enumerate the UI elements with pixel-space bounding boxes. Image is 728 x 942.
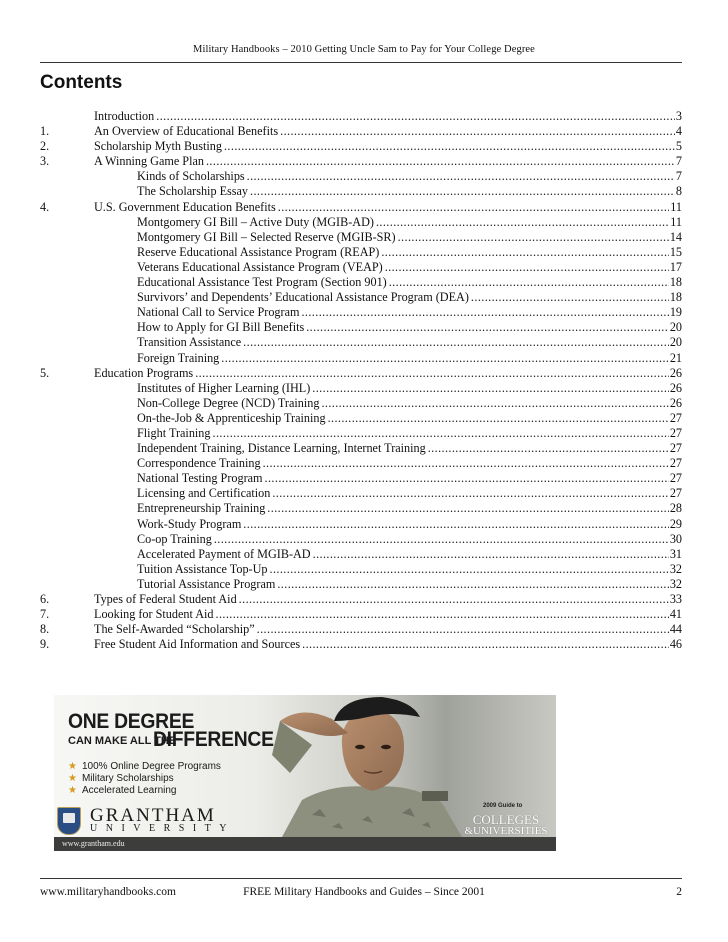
toc-entry[interactable] [40,501,682,516]
toc-entry-label: Accelerated Payment of MGIB-AD [137,546,311,561]
toc-leader-dots [213,426,669,441]
toc-entry[interactable] [40,547,682,562]
toc-entry-page: 27 [669,486,682,501]
toc-entry-number: 4. [40,199,50,214]
toc-entry-page: 29 [669,516,682,531]
ad-url[interactable]: www.grantham.edu [54,837,556,851]
toc-entry-number: 6. [40,592,50,606]
toc-entry[interactable] [40,169,682,184]
toc-entry-page: 7 [675,169,682,184]
toc-entry[interactable] [40,351,682,366]
toc-entry-page: 44 [669,622,682,637]
toc-entry[interactable] [40,139,682,154]
toc-entry-page: 26 [669,365,682,380]
toc-entry-label: Looking for Student Aid [94,607,214,622]
toc-leader-dots [257,622,669,637]
saluting-soldier-photo [272,695,472,837]
toc-leader-dots [376,215,669,230]
colleges-universities-honoree-badge: 2009 Guide to COLLEGES &UNIVERSITIES [464,803,548,837]
toc-leader-dots [313,547,669,562]
toc-leader-dots [385,260,669,275]
ad-bullet: ★ Accelerated Learning [68,785,177,796]
running-header: Military Handbooks – 2010 Getting Uncle Sam to Pay for Your College Degree [193,44,535,55]
header-rule [40,62,682,63]
toc-entry-page: 31 [669,546,682,561]
toc-entry-label: Scholarship Myth Busting [94,139,222,154]
ad-bullet: ★ 100% Online Degree Programs [68,761,221,772]
toc-entry-page: 27 [669,456,682,471]
ad-headline-1: ONE DEGREE [68,710,195,733]
ad-brand-name: GRANTHAM [90,805,216,826]
toc-entry-page: 27 [669,410,682,425]
toc-leader-dots [381,245,668,260]
toc-entry-page: 27 [669,441,682,456]
star-icon: ★ [68,773,77,784]
toc-entry-number: 7. [40,607,50,622]
toc-entry-page: 32 [669,561,682,576]
toc-entry[interactable] [40,396,682,411]
toc-entry-page: 21 [669,350,682,365]
toc-entry-page: 18 [669,290,682,305]
toc-entry[interactable] [40,320,682,335]
toc-entry-label: Reserve Educational Assistance Program (REAP) [137,244,380,259]
toc-leader-dots [428,441,669,456]
toc-entry[interactable] [40,577,682,592]
toc-entry-page: 26 [669,395,682,410]
toc-entry-label: Licensing and Certification [137,486,271,501]
toc-entry-page: 15 [669,244,682,259]
toc-entry-page: 17 [669,259,682,274]
footer-rule [40,878,682,879]
toc-entry[interactable] [40,290,682,305]
toc-entry-page: 30 [669,531,682,546]
table-of-contents [40,109,682,652]
toc-entry[interactable] [40,245,682,260]
toc-entry[interactable] [40,275,682,290]
toc-leader-dots [389,275,669,290]
toc-entry-page: 19 [669,305,682,320]
toc-leader-dots [278,200,669,215]
toc-leader-dots [312,381,669,396]
toc-entry-number: 2. [40,139,50,154]
toc-entry[interactable] [40,486,682,501]
star-icon: ★ [68,761,77,772]
toc-entry[interactable] [40,260,682,275]
toc-entry-label: Montgomery GI Bill – Selected Reserve (MGIB-SR) [137,229,396,244]
toc-entry[interactable] [40,109,682,124]
toc-entry-label: The Self-Awarded “Scholarship” [94,622,255,637]
toc-entry-label: On-the-Job & Apprenticeship Training [137,410,326,425]
toc-entry-label: Independent Training, Distance Learning, Internet Training [137,441,426,456]
toc-entry-page: 11 [670,214,682,229]
toc-entry[interactable] [40,381,682,396]
ad-headline-3: DIFFERENCE [153,728,274,751]
toc-leader-dots [280,124,675,139]
toc-entry-label: Survivors’ and Dependents’ Educational Assistance Program (DEA) [137,290,469,305]
footer-tagline: FREE Military Handbooks and Guides – Since 2001 [243,886,485,898]
toc-leader-dots [265,471,669,486]
toc-entry-label: Veterans Educational Assistance Program (VEAP) [137,259,383,274]
toc-entry[interactable] [40,184,682,199]
toc-leader-dots [321,396,668,411]
toc-entry-label: Foreign Training [137,350,220,365]
toc-entry-number: 8. [40,622,50,637]
toc-entry-page: 8 [675,184,682,199]
toc-entry[interactable] [40,215,682,230]
toc-entry-label: Non-College Degree (NCD) Training [137,395,320,410]
toc-leader-dots [270,562,669,577]
toc-entry[interactable] [40,607,682,622]
toc-entry[interactable] [40,335,682,350]
toc-leader-dots [214,532,669,547]
toc-leader-dots [301,305,668,320]
page-number: 2 [676,886,682,898]
toc-entry-page: 7 [675,154,682,169]
toc-entry-page: 46 [669,637,682,652]
toc-entry[interactable] [40,592,682,607]
toc-leader-dots [221,351,669,366]
toc-leader-dots [216,607,669,622]
toc-entry[interactable] [40,637,682,652]
toc-entry-page: 28 [669,501,682,516]
toc-entry[interactable] [40,366,682,381]
toc-entry-number: 3. [40,154,50,169]
toc-entry-page: 4 [675,124,682,139]
footer-website[interactable]: www.militaryhandbooks.com [40,886,176,898]
grantham-ad-banner[interactable] [54,695,556,851]
ad-headline-2: CAN MAKE ALL THE [68,735,177,747]
toc-entry[interactable] [40,411,682,426]
toc-entry-label: National Call to Service Program [137,305,300,320]
toc-entry-page: 27 [669,425,682,440]
toc-leader-dots [250,184,675,199]
toc-entry-page: 3 [675,109,682,123]
toc-entry-page: 27 [669,471,682,486]
toc-entry[interactable] [40,456,682,471]
toc-entry-label: Transition Assistance [137,335,242,350]
toc-entry[interactable] [40,532,682,547]
toc-entry-label: Tuition Assistance Top-Up [137,561,268,576]
toc-entry-label: How to Apply for GI Bill Benefits [137,320,305,335]
toc-entry[interactable] [40,124,682,139]
toc-leader-dots [243,517,669,532]
toc-entry-label: Co-op Training [137,531,212,546]
toc-entry-label: The Scholarship Essay [137,184,249,199]
toc-leader-dots [328,411,669,426]
toc-leader-dots [398,230,669,245]
toc-entry-label: Institutes of Higher Learning (IHL) [137,380,311,395]
toc-entry-label: Types of Federal Student Aid [94,592,237,606]
toc-entry-page: 20 [669,335,682,350]
toc-entry-page: 14 [669,229,682,244]
star-icon: ★ [68,785,77,796]
toc-entry-label: Correspondence Training [137,456,261,471]
toc-leader-dots [247,169,675,184]
toc-entry-label: Education Programs [94,365,194,380]
toc-entry[interactable] [40,517,682,532]
toc-entry-page: 18 [669,275,682,290]
toc-entry-label: U.S. Government Education Benefits [94,199,276,214]
toc-entry-page: 32 [669,576,682,591]
toc-leader-dots [263,456,669,471]
toc-entry-page: 11 [670,199,682,214]
toc-entry[interactable] [40,154,682,169]
toc-leader-dots [195,366,669,381]
toc-entry-label: A Winning Game Plan [94,154,204,169]
toc-entry-label: Educational Assistance Test Program (Section 901) [137,275,387,290]
toc-leader-dots [239,592,669,607]
toc-leader-dots [272,486,668,501]
toc-entry-number: 5. [40,365,50,380]
toc-entry-label: Work-Study Program [137,516,242,531]
toc-leader-dots [471,290,669,305]
toc-entry-number: 9. [40,637,50,652]
toc-leader-dots [306,320,669,335]
toc-entry[interactable] [40,200,682,215]
university-crest-icon [57,807,81,835]
toc-leader-dots [302,637,669,652]
ad-brand-sub: UNIVERSITY [90,823,235,834]
toc-leader-dots [156,109,675,124]
toc-entry-page: 5 [675,139,682,154]
toc-leader-dots [206,154,675,169]
toc-entry-label: National Testing Program [137,471,263,486]
toc-leader-dots [243,335,669,350]
toc-entry-page: 20 [669,320,682,335]
toc-entry-page: 33 [669,592,682,606]
toc-entry[interactable] [40,230,682,245]
toc-leader-dots [267,501,669,516]
toc-entry-number: 1. [40,124,50,139]
toc-entry-label: An Overview of Educational Benefits [94,124,279,139]
toc-entry-label: Introduction [94,109,155,123]
toc-entry[interactable] [40,305,682,320]
toc-entry[interactable] [40,622,682,637]
toc-entry-label: Free Student Aid Information and Sources [94,637,301,652]
toc-entry-page: 26 [669,380,682,395]
toc-entry[interactable] [40,426,682,441]
toc-entry-page: 41 [669,607,682,622]
ad-bullet: ★ Military Scholarships [68,773,174,784]
toc-entry[interactable] [40,441,682,456]
page-title: Contents [40,72,123,93]
toc-entry-label: Kinds of Scholarships [137,169,245,184]
toc-entry-label: Entrepreneurship Training [137,501,266,516]
toc-leader-dots [277,577,668,592]
toc-entry[interactable] [40,562,682,577]
toc-entry-label: Montgomery GI Bill – Active Duty (MGIB-AD) [137,214,374,229]
toc-entry[interactable] [40,471,682,486]
toc-entry-label: Tutorial Assistance Program [137,576,276,591]
toc-leader-dots [224,139,675,154]
toc-entry-label: Flight Training [137,425,211,440]
